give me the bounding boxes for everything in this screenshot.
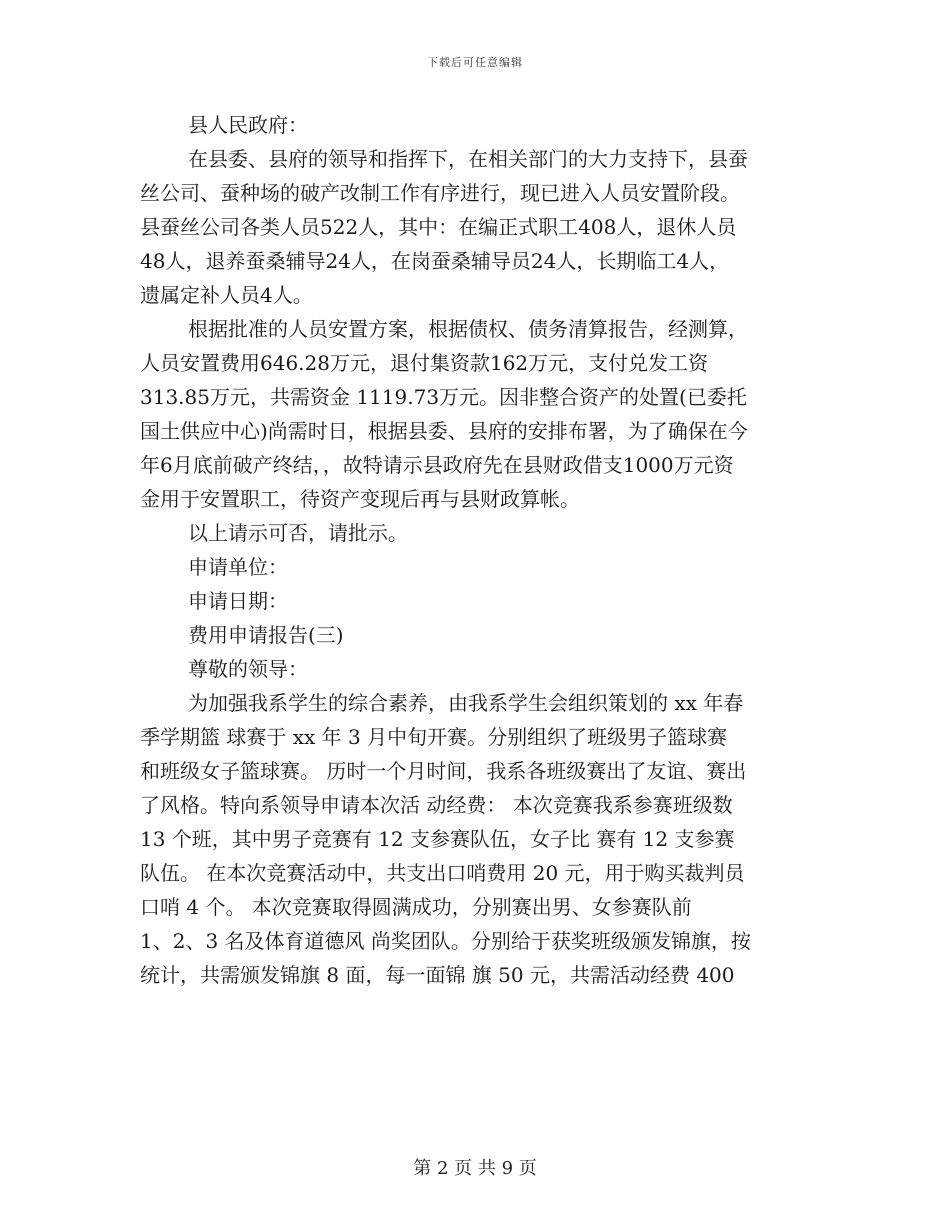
paragraph-line: 年6月底前破产终结，，故特请示县政府先在县财政借支1000万元资 [140, 453, 734, 477]
paragraph-line: 遗属定补人员4人。 [140, 283, 313, 307]
paragraph-line: 金用于安置职工，待资产变现后再与县财政算帐。 [140, 487, 580, 511]
document-body [140, 108, 805, 992]
page-number-footer: 第 2 页 共 9 页 [413, 1158, 537, 1179]
paragraph-line: 口哨 4 个。 本次竞赛取得圆满成功，分别赛出男、女参赛队前 [140, 895, 692, 919]
paragraph-line: 在县委、县府的领导和指挥下，在相关部门的大力支持下，县蚕 [188, 147, 748, 171]
paragraph-line: 了风格。特向系领导申请本次活 动经费： 本次竞赛我系参赛班级数 [140, 793, 733, 817]
salutation-line: 县人民政府： [188, 113, 308, 137]
salutation-line: 尊敬的领导： [188, 657, 308, 681]
applicant-unit-line: 申请单位： [188, 555, 288, 579]
paragraph-line: 根据批准的人员安置方案，根据债权、债务清算报告，经测算， [188, 317, 748, 341]
request-line: 以上请示可否，请批示。 [188, 521, 408, 545]
paragraph-line: 313.85万元，共需资金 1119.73万元。因非整合资产的处置(已委托 [140, 385, 747, 409]
paragraph-line: 县蚕丝公司各类人员522人，其中：在编正式职工408人，退休人员 [140, 215, 737, 239]
section-title: 费用申请报告(三) [188, 623, 344, 647]
paragraph-line: 为加强我系学生的综合素养，由我系学生会组织策划的 xx 年春 [188, 691, 744, 715]
paragraph-line: 1、2、3 名及体育道德风 尚奖团队。分别给于获奖班级颁发锦旗，按 [140, 929, 751, 953]
application-date-line: 申请日期： [188, 589, 288, 613]
paragraph-line: 和班级女子篮球赛。 历时一个月时间，我系各班级赛出了友谊、赛出 [140, 759, 747, 783]
page-header: 下载后可任意编辑 [427, 56, 523, 69]
paragraph-line: 48人，退养蚕桑辅导24人，在岗蚕桑辅导员24人，长期临工4人， [140, 249, 730, 273]
paragraph-line: 人员安置费用646.28万元，退付集资款162万元，支付兑发工资 [140, 351, 709, 375]
paragraph-line: 13 个班，其中男子竞赛有 12 支参赛队伍，女子比 赛有 12 支参赛 [140, 827, 735, 851]
paragraph-line: 丝公司、蚕种场的破产改制工作有序进行，现已进入人员安置阶段。 [140, 181, 740, 205]
paragraph-line: 统计，共需颁发锦旗 8 面，每一面锦 旗 50 元，共需活动经费 400 [140, 963, 735, 987]
paragraph-line: 季学期篮 球赛于 xx 年 3 月中旬开赛。分别组织了班级男子篮球赛 [140, 725, 728, 749]
paragraph-line: 队伍。 在本次竞赛活动中，共支出口哨费用 20 元，用于购买裁判员 [140, 861, 745, 885]
paragraph-line: 国土供应中心)尚需时日，根据县委、县府的安排布署，为了确保在今 [140, 419, 748, 443]
